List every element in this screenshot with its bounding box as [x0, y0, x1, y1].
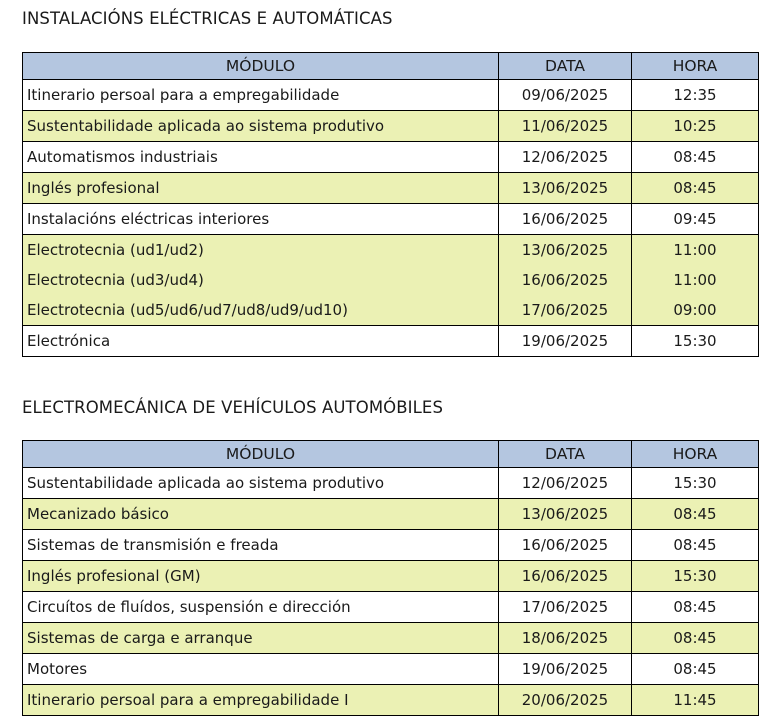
hour-cell: 08:45: [632, 173, 759, 204]
exam-schedule-table-electromecanica: [22, 440, 759, 716]
column-header-hour: HORA: [632, 441, 759, 468]
column-header-module: MÓDULO: [23, 53, 499, 80]
column-header-date: DATA: [499, 441, 632, 468]
hour-cell: 08:45: [632, 499, 759, 530]
module-cell: Sustentabilidade aplicada ao sistema produtivo: [23, 111, 499, 142]
hour-cell: 12:35: [632, 80, 759, 111]
table-row: [23, 468, 759, 499]
table-header-row: [23, 53, 759, 80]
module-cell: Electrotecnia (ud1/ud2): [23, 235, 499, 266]
module-cell: Itinerario persoal para a empregabilidade: [23, 80, 499, 111]
table-row: [23, 204, 759, 235]
table-row: [23, 111, 759, 142]
module-cell: Itinerario persoal para a empregabilidade I: [23, 685, 499, 716]
table-row: [23, 326, 759, 357]
table-row: [23, 561, 759, 592]
date-cell: 16/06/2025: [499, 561, 632, 592]
date-cell: 19/06/2025: [499, 654, 632, 685]
module-cell: Mecanizado básico: [23, 499, 499, 530]
date-cell: 13/06/2025: [499, 499, 632, 530]
date-cell: 20/06/2025: [499, 685, 632, 716]
column-header-module: MÓDULO: [23, 441, 499, 468]
date-cell: 12/06/2025: [499, 142, 632, 173]
module-cell: Instalacións eléctricas interiores: [23, 204, 499, 235]
table-row: [23, 654, 759, 685]
date-cell: 19/06/2025: [499, 326, 632, 357]
module-cell: Sistemas de carga e arranque: [23, 623, 499, 654]
table-row: [23, 685, 759, 716]
module-cell: Electrónica: [23, 326, 499, 357]
module-cell: Circuítos de fluídos, suspensión e dirección: [23, 592, 499, 623]
column-header-hour: HORA: [632, 53, 759, 80]
hour-cell: 09:00: [632, 295, 759, 326]
hour-cell: 08:45: [632, 623, 759, 654]
module-cell: Automatismos industriais: [23, 142, 499, 173]
column-header-date: DATA: [499, 53, 632, 80]
table-row: [23, 295, 759, 326]
date-cell: 11/06/2025: [499, 111, 632, 142]
date-cell: 17/06/2025: [499, 592, 632, 623]
module-cell: Electrotecnia (ud3/ud4): [23, 265, 499, 295]
date-cell: 16/06/2025: [499, 204, 632, 235]
module-cell: Sustentabilidade aplicada ao sistema produtivo: [23, 468, 499, 499]
section-title-electromecanica: ELECTROMECÁNICA DE VEHÍCULOS AUTOMÓBILES: [22, 398, 444, 417]
table-row: [23, 499, 759, 530]
date-cell: 12/06/2025: [499, 468, 632, 499]
hour-cell: 15:30: [632, 468, 759, 499]
table-row: [23, 592, 759, 623]
hour-cell: 09:45: [632, 204, 759, 235]
table-row: [23, 173, 759, 204]
table-header-row: [23, 441, 759, 468]
module-cell: Inglés profesional (GM): [23, 561, 499, 592]
table-row: [23, 623, 759, 654]
module-cell: Sistemas de transmisión e freada: [23, 530, 499, 561]
hour-cell: 15:30: [632, 561, 759, 592]
date-cell: 16/06/2025: [499, 265, 632, 295]
module-cell: Electrotecnia (ud5/ud6/ud7/ud8/ud9/ud10): [23, 295, 499, 326]
module-cell: Motores: [23, 654, 499, 685]
date-cell: 18/06/2025: [499, 623, 632, 654]
table-row: [23, 235, 759, 266]
date-cell: 17/06/2025: [499, 295, 632, 326]
module-cell: Inglés profesional: [23, 173, 499, 204]
hour-cell: 08:45: [632, 142, 759, 173]
table-row: [23, 530, 759, 561]
hour-cell: 10:25: [632, 111, 759, 142]
hour-cell: 11:00: [632, 265, 759, 295]
table-row: [23, 265, 759, 295]
section-title-instalacions: INSTALACIÓNS ELÉCTRICAS E AUTOMÁTICAS: [22, 9, 393, 28]
hour-cell: 11:45: [632, 685, 759, 716]
table-row: [23, 80, 759, 111]
hour-cell: 08:45: [632, 654, 759, 685]
date-cell: 09/06/2025: [499, 80, 632, 111]
date-cell: 13/06/2025: [499, 235, 632, 266]
exam-schedule-table-instalacions: [22, 52, 759, 357]
date-cell: 16/06/2025: [499, 530, 632, 561]
date-cell: 13/06/2025: [499, 173, 632, 204]
table-row: [23, 142, 759, 173]
hour-cell: 08:45: [632, 530, 759, 561]
hour-cell: 08:45: [632, 592, 759, 623]
hour-cell: 15:30: [632, 326, 759, 357]
hour-cell: 11:00: [632, 235, 759, 266]
